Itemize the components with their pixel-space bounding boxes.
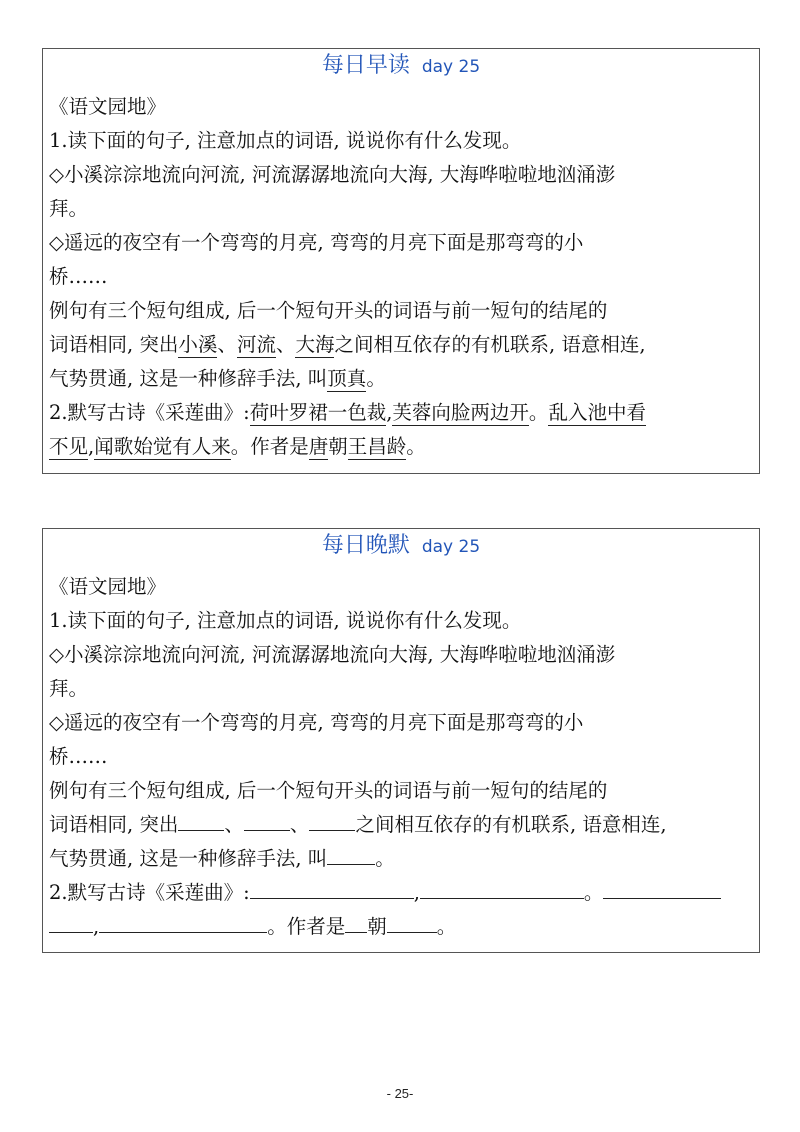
blank-word-3[interactable] [309,810,355,831]
blank-poem-4[interactable] [99,912,267,933]
separator: 、 [224,813,244,836]
separator: 、 [275,333,296,356]
answer-rhetoric: 顶真 [327,367,367,390]
text: 气势贯通, 这是一种修辞手法, 叫 [49,847,328,870]
text: 。作者是 [230,435,309,458]
blank-poem-2[interactable] [420,878,584,899]
page-number: - 25- [386,1086,414,1101]
section-heading: 《语文园地》 [49,95,167,118]
explanation-line-3 [49,843,395,871]
text: , [93,915,100,938]
blank-word-1[interactable] [178,810,224,831]
day-label: day 25 [421,57,481,77]
blank-dynasty[interactable] [345,912,367,933]
question-2-line-1 [49,397,646,425]
blank-rhetoric[interactable] [327,844,375,865]
example-2-line-2: 桥…… [49,265,108,288]
question-1: 1.读下面的句子, 注意加点的词语, 说说你有什么发现。 [49,609,522,632]
text: 。 [528,401,549,424]
explanation-line-2 [49,809,667,837]
poem-line-4: 闻歌始觉有人来 [94,435,231,458]
card-title [43,51,759,82]
question-2-line-1 [49,877,721,905]
example-1-line-1: ◇小溪淙淙地流向河流, 河流潺潺地流向大海, 大海哗啦啦地汹涌澎 [49,163,616,186]
explanation-line-3 [49,363,386,391]
answer-word-1: 小溪 [178,333,218,356]
text: 。 [436,915,457,938]
text: 2.默写古诗《采莲曲》: [49,881,250,904]
text: 。作者是 [267,915,346,938]
explanation-line-2 [49,329,646,357]
separator: 、 [217,333,237,356]
blank-word-2[interactable] [244,810,290,831]
answer-dynasty: 唐 [308,435,329,458]
question-1: 1.读下面的句子, 注意加点的词语, 说说你有什么发现。 [49,129,522,152]
answer-word-3: 大海 [295,333,335,356]
poem-line-2: 芙蓉向脸两边开 [392,401,529,424]
text: 之间相互依存的有机联系, 语意相连, [334,333,646,356]
text: 。 [583,881,604,904]
day-label: day 25 [421,537,481,557]
card-title [43,531,759,562]
blank-poem-1[interactable] [250,878,414,899]
poem-line-3-end: 不见 [49,435,89,458]
poem-line-1: 荷叶罗裙一色裁 [249,401,387,424]
text: , [413,881,420,904]
question-2-line-2 [49,431,426,459]
poem-line-3: 乱入池中看 [548,401,646,424]
explanation-line-1: 例句有三个短句组成, 后一个短句开头的词语与前一短句的结尾的 [49,779,608,802]
example-2-line-1: ◇遥远的夜空有一个弯弯的月亮, 弯弯的月亮下面是那弯弯的小 [49,231,584,254]
text: 之间相互依存的有机联系, 语意相连, [355,813,667,836]
text: 。 [366,367,386,390]
title-text: 每日早读 [321,53,410,78]
morning-reading-card [42,48,760,474]
explanation-line-1: 例句有三个短句组成, 后一个短句开头的词语与前一短句的结尾的 [49,299,608,322]
title-text: 每日晚默 [321,533,410,558]
example-1-line-2: 拜。 [49,677,89,700]
text: 朝 [367,915,387,938]
text: 2.默写古诗《采莲曲》: [49,401,250,424]
text: 。 [375,847,395,870]
text: 。 [406,435,426,458]
text: 朝 [328,435,348,458]
example-1-line-2: 拜。 [49,197,89,220]
example-2-line-1: ◇遥远的夜空有一个弯弯的月亮, 弯弯的月亮下面是那弯弯的小 [49,711,584,734]
section-heading: 《语文园地》 [49,575,167,598]
blank-author[interactable] [387,912,437,933]
example-2-line-2: 桥…… [49,745,108,768]
separator: 、 [289,813,310,836]
text: 气势贯通, 这是一种修辞手法, 叫 [49,367,328,390]
text: 词语相同, 突出 [49,333,179,356]
question-2-line-2 [49,911,456,939]
blank-poem-3[interactable] [603,878,721,899]
answer-word-2: 河流 [236,333,276,356]
text: , [386,401,393,424]
blank-poem-3-end[interactable] [49,912,93,933]
evening-dictation-card [42,528,760,953]
text: , [88,435,95,458]
answer-author: 王昌龄 [347,435,407,458]
text: 词语相同, 突出 [49,813,179,836]
example-1-line-1: ◇小溪淙淙地流向河流, 河流潺潺地流向大海, 大海哗啦啦地汹涌澎 [49,643,616,666]
